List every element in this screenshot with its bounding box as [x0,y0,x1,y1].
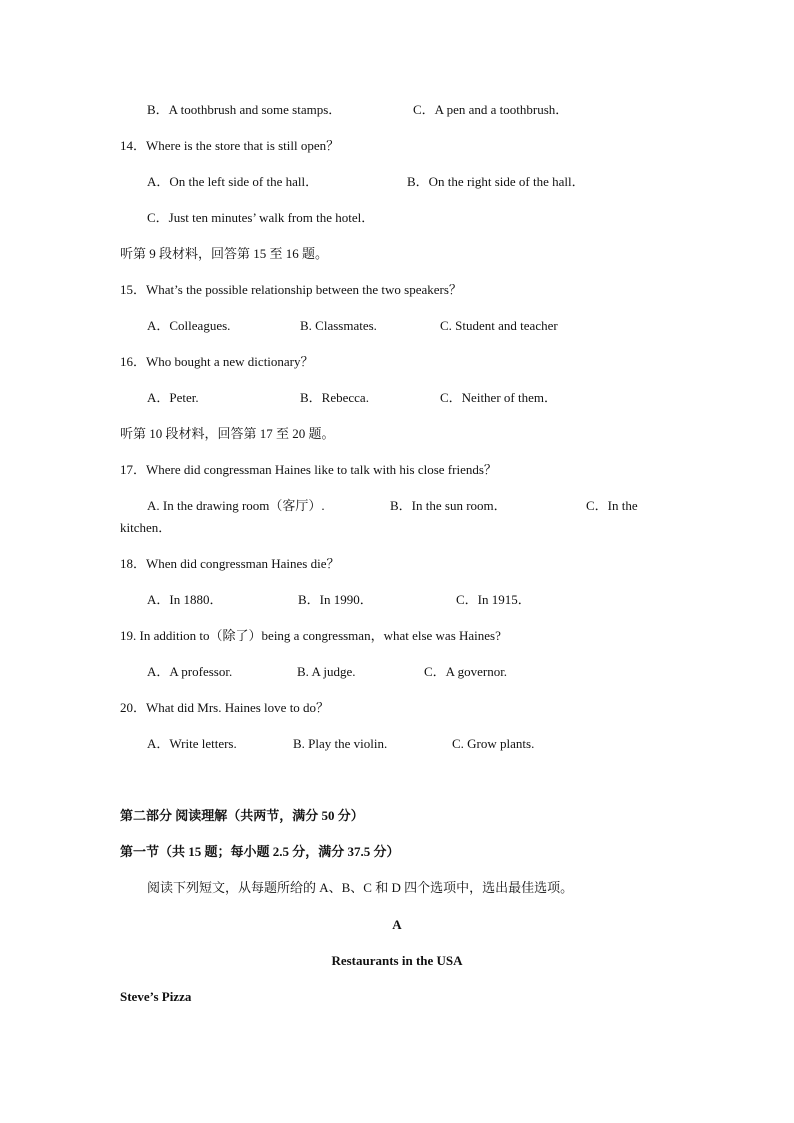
q16-option-c: C．Neither of them． [440,390,557,405]
q17-option-c-continued: kitchen． [120,520,172,535]
q14-option-b: B．On the right side of the hall． [407,174,585,189]
q16-option-b: B．Rebecca. [300,390,369,405]
q15-option-a: A．Colleagues. [147,318,231,333]
q15-question: 15．What’s the possible relationship between the two speakers？ [120,282,462,297]
q17-option-b: B．In the sun room． [390,498,507,513]
passage-subheading: Steve’s Pizza [120,989,192,1004]
q19-option-b: B. A judge. [297,664,356,679]
q19-question: 19. In addition to（除了）being a congressman，what else was Haines? [120,628,501,643]
part-2-heading: 第二部分 阅读理解（共两节，满分 50 分） [120,808,364,823]
q13-option-c: C．A pen and a toothbrush． [413,102,569,117]
q16-question: 16．Who bought a new dictionary？ [120,354,314,369]
q15-option-c: C. Student and teacher [440,318,558,333]
section-9-instruction: 听第 9 段材料，回答第 15 至 16 题。 [120,246,329,261]
q20-question: 20．What did Mrs. Haines love to do？ [120,700,330,715]
q14-option-c: C．Just ten minutes’ walk from the hotel． [147,210,375,225]
q18-option-c: C．In 1915． [456,592,531,607]
q14-option-a: A．On the left side of the hall． [147,174,319,189]
q20-option-c: C. Grow plants. [452,736,535,751]
q15-option-b: B. Classmates. [300,318,377,333]
q18-option-b: B．In 1990． [298,592,373,607]
q13-option-b: B．A toothbrush and some stamps． [147,102,342,117]
q20-option-a: A．Write letters. [147,736,237,751]
section-10-instruction: 听第 10 段材料，回答第 17 至 20 题。 [120,426,335,441]
q18-question: 18．When did congressman Haines die？ [120,556,340,571]
passage-title: Restaurants in the USA [331,953,463,968]
q17-question: 17．Where did congressman Haines like to talk with his close friends？ [120,462,497,477]
part-2-section-1: 第一节（共 15 题；每小题 2.5 分，满分 37.5 分） [120,844,400,859]
q20-option-b: B. Play the violin. [293,736,388,751]
q19-option-c: C．A governor. [424,664,508,679]
q17-option-c: C．In the [586,498,638,513]
q14-question: 14．Where is the store that is still open？ [120,138,340,153]
q16-option-a: A．Peter. [147,390,199,405]
q18-option-a: A．In 1880． [147,592,223,607]
q19-option-a: A．A professor. [147,664,233,679]
reading-instruction: 阅读下列短文，从每题所给的 A、B、C 和 D 四个选项中，选出最佳选项。 [147,880,574,895]
q17-option-a: A. In the drawing room（客厅）. [147,498,325,513]
passage-letter: A [392,917,402,932]
